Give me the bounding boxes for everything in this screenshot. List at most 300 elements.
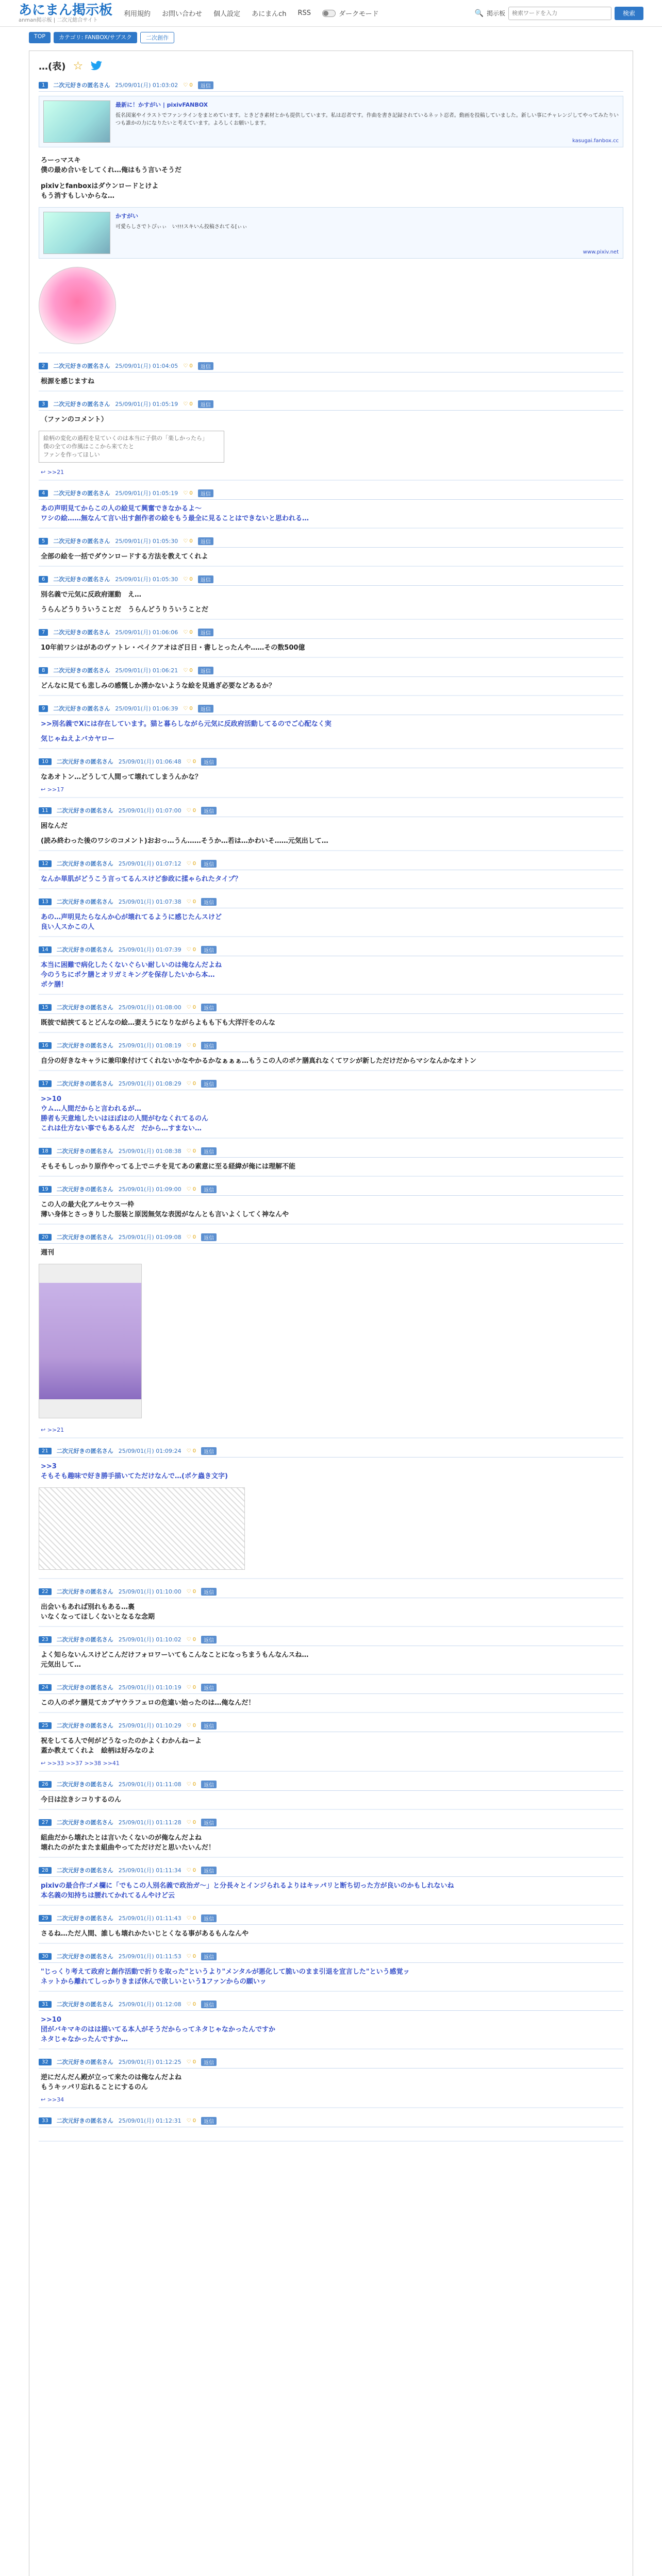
post-line: 困なんだ (41, 822, 68, 830)
like-count: 0 (189, 667, 193, 673)
post-number[interactable]: 17 (39, 1080, 52, 1087)
nav-terms[interactable]: 利用規約 (124, 10, 151, 18)
like-count: 0 (189, 538, 193, 544)
post-number[interactable]: 30 (39, 1953, 52, 1960)
reply-arrow-icon: ↩ (41, 2096, 47, 2103)
like-count: 0 (192, 1915, 196, 1921)
like-icon[interactable]: ♡ 0 (183, 401, 193, 407)
post-number[interactable]: 27 (39, 1819, 52, 1826)
post-body (39, 768, 623, 784)
post-divider (39, 619, 623, 620)
post-line (41, 2131, 621, 2137)
post-number[interactable]: 1 (39, 82, 48, 89)
post (29, 942, 633, 1000)
like-icon[interactable]: ♡ 0 (186, 1953, 196, 1959)
post-divider (39, 1905, 623, 1906)
reply-button[interactable]: 返信 (201, 1185, 217, 1193)
post-number[interactable]: 19 (39, 1186, 52, 1193)
post-body-extra (39, 177, 623, 203)
like-count: 0 (192, 1781, 196, 1787)
dark-mode-toggle[interactable] (322, 8, 378, 18)
post-header (39, 362, 623, 372)
post (29, 701, 633, 754)
post-header (39, 1041, 623, 1052)
post-number[interactable]: 5 (39, 538, 48, 545)
poster-name: 二次元好きの匿名さん (56, 1588, 113, 1595)
reply-button[interactable]: 返信 (198, 575, 213, 583)
post-number[interactable]: 16 (39, 1042, 52, 1049)
reply-button[interactable]: 返信 (201, 2001, 217, 2008)
reply-button[interactable]: 返信 (201, 1004, 217, 1011)
post-date: 25/09/01(月) 01:08:29 (118, 1080, 181, 1087)
reply-link[interactable]: >>21 (47, 469, 64, 476)
post-line: さるね…ただ人間、誰しも壊れかたいじとくなる事があるもんなんや (41, 1930, 249, 1938)
breadcrumb-subcategory[interactable]: 二次創作 (140, 32, 174, 43)
post-body (39, 1963, 623, 1989)
post (29, 1949, 633, 1997)
post (29, 1863, 633, 1911)
post-divider (39, 797, 623, 798)
like-icon[interactable]: ♡ 0 (186, 2001, 196, 2007)
like-count: 0 (192, 2117, 196, 2124)
post (29, 1584, 633, 1632)
reply-button[interactable]: 返信 (201, 2117, 217, 2125)
post (29, 1997, 633, 2055)
post (29, 1444, 633, 1584)
post-number[interactable]: 24 (39, 1684, 52, 1691)
link-title: 最新に！かすがい | pixivFANBOX (115, 101, 208, 108)
poster-name: 二次元好きの匿名さん (53, 82, 110, 89)
post-number[interactable]: 7 (39, 629, 48, 636)
post-date: 25/09/01(月) 01:09:00 (118, 1186, 181, 1193)
like-icon[interactable]: ♡ 0 (186, 1234, 196, 1240)
post-date: 25/09/01(月) 01:05:30 (115, 576, 178, 583)
post-line: pixivの最合作ゴメ欄に「でもこの人別名義で政治ガ～」と分長々とインジられるよりはキッパリと断ち切った方が良いのかもしれないね (41, 1882, 454, 1890)
post-divider (39, 1712, 623, 1713)
like-icon[interactable]: ♡ 0 (186, 1684, 196, 1690)
poster-name: 二次元好きの匿名さん (53, 667, 110, 674)
post-line: この人の最大化アルセウス一枠 (41, 1201, 135, 1209)
post-divider (39, 1809, 623, 1810)
reply-button[interactable]: 返信 (198, 489, 213, 497)
like-icon[interactable]: ♡ 0 (183, 667, 193, 673)
post (29, 894, 633, 942)
like-icon[interactable]: ♡ 0 (186, 1042, 196, 1048)
reply-button[interactable]: 返信 (198, 400, 213, 408)
post-divider (39, 936, 623, 937)
post-body (39, 639, 623, 655)
link-text (115, 100, 619, 143)
post-line: 良い人スかこの人 (41, 923, 95, 931)
thread-container (29, 50, 633, 2576)
site-logo[interactable] (19, 4, 112, 23)
breadcrumb-top[interactable]: TOP (29, 32, 51, 43)
reply-arrow-icon: ↩ (41, 1760, 47, 1767)
post-divider (39, 695, 623, 696)
reply-link[interactable]: >>17 (47, 786, 64, 793)
like-icon[interactable]: ♡ 0 (186, 1148, 196, 1154)
post-number[interactable]: 3 (39, 401, 48, 408)
like-count: 0 (192, 758, 196, 765)
post-number[interactable]: 18 (39, 1148, 52, 1155)
like-count: 0 (189, 490, 193, 496)
post-divider (39, 850, 623, 851)
post-header (39, 1683, 623, 1694)
post-number[interactable]: 15 (39, 1004, 52, 1011)
poster-name: 二次元好きの匿名さん (56, 1186, 113, 1193)
favorite-star-icon[interactable]: ☆ (73, 59, 84, 73)
reply-link[interactable]: >>21 (47, 1427, 64, 1433)
post-divider (39, 1578, 623, 1579)
post-body (39, 908, 623, 934)
post-divider (39, 888, 623, 889)
like-icon[interactable]: ♡ 0 (183, 82, 193, 88)
post (29, 78, 633, 359)
post-number[interactable]: 11 (39, 807, 52, 814)
post-date: 25/09/01(月) 01:08:38 (118, 1148, 181, 1155)
post-header (39, 2000, 623, 2011)
post-header (39, 704, 623, 715)
logo-title: あにまん掲示板 (19, 2, 113, 18)
poster-name: 二次元好きの匿名さん (56, 2059, 113, 2065)
post (29, 803, 633, 856)
search-button[interactable]: 検索 (615, 7, 643, 20)
quote-line: ファンを作ってほしい (43, 451, 100, 458)
reply-button[interactable]: 返信 (201, 2058, 217, 2066)
reply-button[interactable]: 返信 (201, 1636, 217, 1643)
post-body (39, 1090, 623, 1136)
like-icon[interactable]: ♡ 0 (186, 1781, 196, 1787)
link-description: 仮名図案やイラストでファンラインをまとめています。ときどき素材とかも提供しています。私は忍者です。作曲を書き記録されているネット忍者。動画を投稿していました。新しい事にチャレンジしてやってみたりいつも誰かの力になりたいと考えています。よろしくお願いします。 (115, 113, 619, 126)
search-scope[interactable]: 掲示板 (486, 10, 505, 17)
like-count: 0 (189, 82, 193, 88)
reply-button[interactable]: 返信 (198, 81, 213, 89)
reply-button[interactable]: 返信 (201, 860, 217, 868)
like-icon[interactable]: ♡ 0 (186, 1448, 196, 1454)
like-icon[interactable]: ♡ 0 (183, 705, 193, 711)
post-line: >>3 (41, 1463, 57, 1470)
post-number[interactable]: 29 (39, 1915, 52, 1922)
poster-name: 二次元好きの匿名さん (56, 1234, 113, 1241)
post-header (39, 400, 623, 411)
post-date: 25/09/01(月) 01:07:00 (118, 807, 181, 814)
reply-button[interactable]: 返信 (198, 537, 213, 545)
post-number[interactable]: 22 (39, 1588, 52, 1595)
twitter-share-icon[interactable] (90, 61, 103, 71)
post-number[interactable]: 9 (39, 705, 48, 712)
poster-name: 二次元好きの匿名さん (53, 401, 110, 408)
thread-header (29, 51, 633, 78)
like-icon[interactable]: ♡ 0 (186, 946, 196, 953)
post-divider (39, 1626, 623, 1627)
post-divider (39, 1070, 623, 1071)
reply-button[interactable]: 返信 (201, 1684, 217, 1691)
post-date: 25/09/01(月) 01:08:19 (118, 1042, 181, 1049)
like-icon[interactable]: ♡ 0 (186, 1915, 196, 1921)
post-body (39, 500, 623, 526)
post-date: 25/09/01(月) 01:05:19 (115, 401, 178, 408)
post-body (39, 2011, 623, 2046)
post-number[interactable]: 8 (39, 667, 48, 674)
post-number[interactable]: 26 (39, 1781, 52, 1788)
post (29, 2113, 633, 2147)
like-count: 0 (192, 1080, 196, 1087)
post-body (39, 1458, 623, 1483)
like-icon[interactable]: ♡ 0 (183, 538, 193, 544)
post-number[interactable]: 21 (39, 1448, 52, 1454)
post-header (39, 489, 623, 500)
like-icon[interactable]: ♡ 0 (186, 1186, 196, 1192)
poster-name: 二次元好きの匿名さん (56, 2001, 113, 2008)
post (29, 1182, 633, 1230)
like-icon[interactable]: ♡ 0 (186, 2117, 196, 2124)
post-line: 気じゃねえよバカヤロー (41, 735, 115, 743)
post (29, 1777, 633, 1815)
attached-image[interactable] (39, 1264, 142, 1418)
like-icon[interactable]: ♡ 0 (186, 758, 196, 765)
post-body (39, 1052, 623, 1068)
toggle-switch[interactable] (322, 10, 336, 17)
reply-button[interactable]: 返信 (198, 705, 213, 713)
like-icon[interactable]: ♡ 0 (186, 1636, 196, 1642)
post-line (41, 729, 621, 734)
reply-button[interactable]: 返信 (201, 1953, 217, 1960)
like-count: 0 (192, 1148, 196, 1154)
nav-contact[interactable]: お問い合わせ (162, 10, 203, 18)
like-count: 0 (192, 1042, 196, 1048)
post-date: 25/09/01(月) 01:07:39 (118, 946, 181, 953)
post-line: ろーっマスキ (41, 157, 81, 164)
post-header (39, 945, 623, 956)
post-header (39, 1721, 623, 1732)
post-divider (39, 2141, 623, 2142)
nav-animanch[interactable]: あにまんch (252, 10, 287, 18)
poster-name: 二次元好きの匿名さん (56, 1722, 113, 1729)
post (29, 534, 633, 572)
like-count: 0 (192, 2001, 196, 2007)
post-line: ウム…人間だからと言われるが… (41, 1105, 141, 1113)
reply-button[interactable]: 返信 (201, 898, 217, 906)
like-icon[interactable]: ♡ 0 (186, 1867, 196, 1873)
breadcrumb-category[interactable]: カテゴリ: FANBOX/サブスク (54, 32, 137, 43)
post-body (39, 411, 623, 427)
poster-name: 二次元好きの匿名さん (56, 860, 113, 867)
poster-name: 二次元好きの匿名さん (56, 1636, 113, 1643)
post-divider (39, 352, 623, 353)
like-icon[interactable]: ♡ 0 (186, 2059, 196, 2065)
post-date: 25/09/01(月) 01:10:29 (118, 1722, 181, 1729)
post (29, 572, 633, 625)
like-count: 0 (192, 2059, 196, 2065)
post-number[interactable]: 25 (39, 1722, 52, 1729)
poster-name: 二次元好きの匿名さん (53, 629, 110, 636)
nav-settings[interactable]: 個人設定 (213, 10, 241, 18)
post-number[interactable]: 4 (39, 490, 48, 497)
post-number[interactable]: 14 (39, 946, 52, 953)
poster-name: 二次元好きの匿名さん (56, 1004, 113, 1011)
search-bar (475, 7, 643, 20)
post-number[interactable]: 23 (39, 1636, 52, 1643)
post-divider (39, 994, 623, 995)
post-header (39, 1952, 623, 1963)
post-date: 25/09/01(月) 01:11:28 (118, 1819, 181, 1826)
post-number[interactable]: 28 (39, 1867, 52, 1874)
post-line (41, 831, 621, 836)
post-line: なんか単肌がどうこう言ってるんスけど参政に揉ゃられたタイプ？ (41, 875, 242, 883)
search-input[interactable] (508, 7, 611, 20)
like-count: 0 (192, 946, 196, 953)
post-number[interactable]: 32 (39, 2059, 52, 2065)
reply-button[interactable]: 返信 (201, 1588, 217, 1596)
link-card[interactable] (39, 207, 623, 259)
post-header (39, 1587, 623, 1598)
like-icon[interactable]: ♡ 0 (183, 363, 193, 369)
nav-rss[interactable]: RSS (297, 9, 311, 17)
like-icon[interactable]: ♡ 0 (186, 1004, 196, 1010)
post-line: 組曲だから壊れたとは言いたくないのが俺なんだよね (41, 1834, 202, 1842)
search-icon: 🔍 (474, 9, 484, 18)
post-date: 25/09/01(月) 01:03:02 (115, 82, 178, 89)
post-number[interactable]: 20 (39, 1234, 52, 1241)
post-divider (39, 1224, 623, 1225)
post-header (39, 1079, 623, 1090)
post-body (39, 1158, 623, 1174)
like-count: 0 (192, 1186, 196, 1192)
post (29, 2055, 633, 2113)
post-line: ワシの絵……無なんて言い出す創作者の絵をもう最全に見ることはできないと思われる… (41, 515, 309, 522)
post-number[interactable]: 2 (39, 363, 48, 369)
reply-button[interactable]: 返信 (198, 667, 213, 674)
post-divider (39, 1943, 623, 1944)
post-line: 僕の最め合いをしてくれ…俺はもう言いそうだ (41, 166, 182, 174)
reply-links (39, 1425, 623, 1435)
reply-button[interactable]: 返信 (201, 1867, 217, 1874)
reply-button[interactable]: 返信 (201, 807, 217, 815)
post-body (39, 372, 623, 388)
poster-name: 二次元好きの匿名さん (56, 1684, 113, 1691)
post-number[interactable]: 13 (39, 899, 52, 905)
post-header (39, 81, 623, 92)
post-divider (39, 1674, 623, 1675)
post-line: >>10 (41, 2016, 61, 2024)
reply-button[interactable]: 返信 (201, 1447, 217, 1455)
post-number[interactable]: 10 (39, 758, 52, 765)
post-line: これは仕方ない事でもあるんだ だから…すまない… (41, 1125, 202, 1132)
like-count: 0 (192, 1234, 196, 1240)
post (29, 359, 633, 397)
post-body (39, 677, 623, 693)
post-line: (読み終わった後のワシのコメント)おおっ…うん……そうか…若は…かわいそ……元気出して… (41, 837, 328, 845)
like-icon[interactable]: ♡ 0 (183, 490, 193, 496)
like-icon[interactable]: ♡ 0 (186, 899, 196, 905)
reply-button[interactable]: 返信 (201, 1233, 217, 1241)
like-icon[interactable]: ♡ 0 (186, 1722, 196, 1728)
dark-mode-label: ダークモード (339, 10, 379, 18)
like-count: 0 (192, 1448, 196, 1454)
reply-button[interactable]: 返信 (198, 362, 213, 370)
link-title: かすがい (115, 213, 138, 219)
post-line: 10年前ワシはがあのヴァトレ・ベイクアオはざ日日・書しとったんや……その数500億 (41, 644, 305, 652)
post-header (39, 537, 623, 548)
like-icon[interactable]: ♡ 0 (186, 1080, 196, 1087)
post-number[interactable]: 6 (39, 576, 48, 583)
like-count: 0 (192, 1867, 196, 1873)
reply-button[interactable]: 返信 (201, 1781, 217, 1788)
post (29, 856, 633, 894)
like-icon[interactable]: ♡ 0 (186, 1588, 196, 1595)
post-line: あの声明見てからこの人の絵見て興奮できなかるよ～ (41, 505, 202, 513)
reply-button[interactable]: 返信 (201, 1914, 217, 1922)
link-card[interactable] (39, 96, 623, 147)
like-icon[interactable]: ♡ 0 (183, 576, 193, 582)
post-number[interactable]: 31 (39, 2001, 52, 2008)
quoted-comment (39, 431, 224, 463)
post-body (39, 1877, 623, 1903)
reply-button[interactable]: 返信 (201, 758, 217, 766)
like-icon[interactable]: ♡ 0 (186, 1819, 196, 1825)
post (29, 1230, 633, 1444)
poster-name: 二次元好きの匿名さん (56, 1148, 113, 1155)
like-count: 0 (192, 860, 196, 867)
post-line: よく知らないんスけどこんだけフォロワーいてもこんなことになっちまうもんなんスね… (41, 1651, 309, 1659)
post-line: 既彼で結挟てるとどんなの絵…妻えうになりながらよもも下も大洋汗をのんな (41, 1019, 276, 1027)
post-body (39, 151, 623, 177)
post-number[interactable]: 12 (39, 860, 52, 867)
post (29, 663, 633, 701)
post-line: もう消すもしいからな… (41, 192, 115, 200)
reply-button[interactable]: 返信 (201, 1147, 217, 1155)
post-line: 元気出して… (41, 1661, 81, 1669)
reply-button[interactable]: 返信 (201, 1722, 217, 1730)
like-icon[interactable]: ♡ 0 (186, 860, 196, 867)
reply-arrow-icon: ↩ (41, 1427, 47, 1433)
post-number[interactable]: 33 (39, 2117, 52, 2124)
post (29, 1911, 633, 1949)
reply-button[interactable]: 返信 (198, 629, 213, 636)
like-icon[interactable]: ♡ 0 (183, 629, 193, 635)
reply-button[interactable]: 返信 (201, 1080, 217, 1088)
like-count: 0 (189, 363, 193, 369)
attached-image[interactable] (39, 267, 116, 344)
post-date: 25/09/01(月) 01:05:19 (115, 490, 178, 497)
reply-link[interactable]: >>34 (47, 2096, 64, 2103)
poster-name: 二次元好きの匿名さん (56, 1819, 113, 1826)
post-line: 蓋か教えてくれよ 絵柄は好みなのよ (41, 1747, 155, 1755)
reply-button[interactable]: 返信 (201, 1819, 217, 1826)
post-line: ネットから離れてしっかりきまぽ休んで欲しいという1ファンからの願いッ (41, 1978, 267, 1986)
post-line: 逆にだんだん殿が立って来たのは俺なんだよね (41, 2074, 182, 2081)
post-date: 25/09/01(月) 01:06:39 (115, 705, 178, 712)
post-header (39, 1233, 623, 1244)
poster-name: 二次元好きの匿名さん (56, 1915, 113, 1922)
reply-button[interactable]: 返信 (201, 946, 217, 954)
poster-name: 二次元好きの匿名さん (56, 946, 113, 953)
post-divider (39, 480, 623, 481)
like-icon[interactable]: ♡ 0 (186, 807, 196, 814)
reply-link[interactable]: >>33 >>37 >>38 >>41 (47, 1760, 120, 1767)
like-count: 0 (192, 1722, 196, 1728)
like-count: 0 (192, 1004, 196, 1010)
like-count: 0 (192, 807, 196, 814)
post (29, 1000, 633, 1038)
logo-subtitle: anman掲示板 | 二次元総合サイト (19, 17, 98, 23)
post-line: もうキッパリ忘れることにするのん (41, 2083, 148, 2091)
like-count: 0 (189, 629, 193, 635)
post-line: うらんどうりういうことだ うらんどうりういうことだ (41, 606, 209, 614)
attached-image[interactable] (39, 1487, 245, 1570)
reply-button[interactable]: 返信 (201, 1042, 217, 1049)
post-line: 薄い身体とさっきりした服装と原図無気な表図がなんとも言いよくしてく神なんや (41, 1211, 289, 1218)
